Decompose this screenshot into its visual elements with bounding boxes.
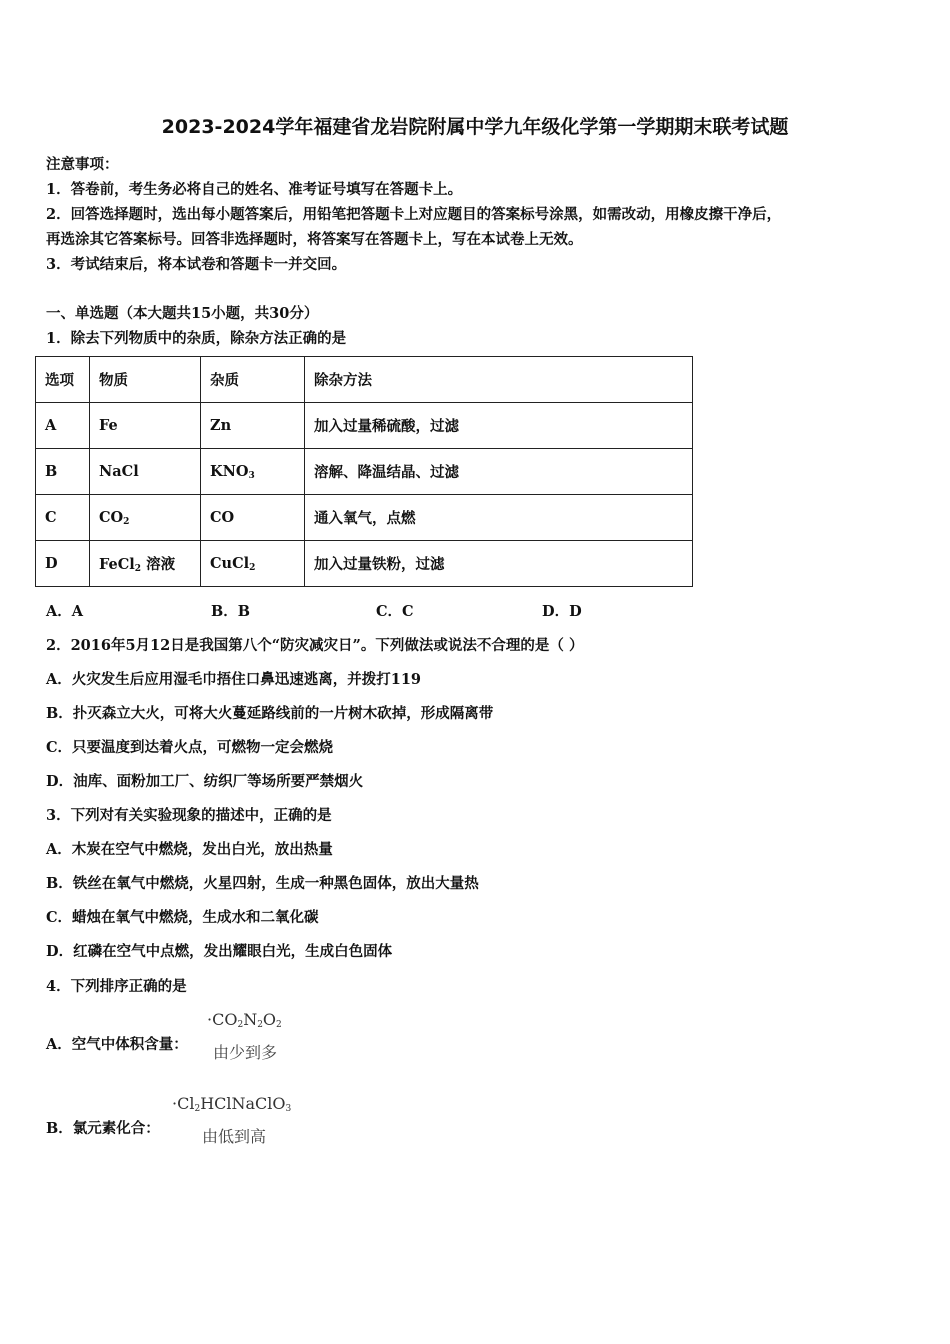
notice-item: 1．答卷前，考生务必将自己的姓名、准考证号填写在答题卡上。: [46, 181, 463, 198]
formula-subscript: 2: [123, 516, 130, 527]
table-cell: 溶解、降温结晶、过滤: [305, 449, 693, 495]
formula-text: CO: [212, 1010, 238, 1029]
answer-option-label: B．氯元素化合：: [46, 1120, 160, 1137]
answer-option: B．扑灭森立大火，可将大火蔓延路线前的一片树木砍掉，形成隔离带: [46, 705, 494, 722]
table-cell: A: [36, 403, 90, 449]
answer-option: B．B: [211, 603, 251, 620]
formula-subscript: 2: [194, 1104, 201, 1114]
answer-option: A．木炭在空气中燃烧，发出白光，放出热量: [46, 841, 333, 858]
order-caption: 由低到高: [202, 1127, 267, 1146]
order-caption: 由少到多: [213, 1043, 278, 1062]
table-header: 杂质: [201, 357, 305, 403]
formula-text: KNO: [210, 462, 249, 480]
answer-option: C．只要温度到达着火点，可燃物一定会燃烧: [46, 739, 334, 756]
formula-sequence: $\cdot CO_2N_2O_2$: [207, 1010, 282, 1030]
notice-item: 再选涂其它答案标号。回答非选择题时，将答案写在答题卡上，写在本试卷上无效。: [46, 231, 583, 248]
table-row: [36, 449, 693, 495]
table-cell: C: [36, 495, 90, 541]
table-header-row: [36, 357, 693, 403]
answer-option: C．蜡烛在氧气中燃烧，生成水和二氧化碳: [46, 909, 319, 926]
table-row: [36, 541, 693, 587]
formula-text: CuCl: [210, 554, 250, 572]
formula-subscript: 3: [285, 1104, 292, 1114]
table-cell: NaCl: [90, 449, 201, 495]
question-stem: 3．下列对有关实验现象的描述中，正确的是: [46, 807, 332, 824]
table-cell: [201, 541, 305, 587]
answer-option: A．火灾发生后应用湿毛巾捂住口鼻迅速逃离，并拨打119: [46, 671, 422, 688]
formula-subscript: 2: [237, 1020, 244, 1030]
page-title: 2023-2024学年福建省龙岩院附属中学九年级化学第一学期期末联考试题: [161, 116, 789, 138]
table-header: 物质: [90, 357, 201, 403]
table-row: [36, 403, 693, 449]
q1-table: [35, 356, 693, 587]
table-cell: Zn: [201, 403, 305, 449]
answer-option: C．C: [376, 603, 414, 620]
formula-text: FeCl: [99, 556, 135, 573]
table-cell: Fe: [90, 403, 201, 449]
table-cell: 加入过量稀硫酸，过滤: [305, 403, 693, 449]
notice-item: 3．考试结束后，将本试卷和答题卡一并交回。: [46, 256, 347, 273]
table-cell: CO: [201, 495, 305, 541]
formula-subscript: 3: [248, 470, 255, 481]
formula-subscript: 2: [249, 562, 256, 573]
table-header: 除杂方法: [305, 357, 693, 403]
table-cell: 通入氧气，点燃: [305, 495, 693, 541]
formula-subscript: 2: [276, 1020, 282, 1030]
table-cell: D: [36, 541, 90, 587]
table-header: 选项: [36, 357, 90, 403]
formula-sequence: $\cdot Cl_2HClNaClO_3$: [172, 1094, 292, 1114]
formula-text: Cl: [177, 1094, 195, 1113]
answer-option: A．A: [46, 603, 84, 620]
notice-heading: 注意事项：: [46, 156, 119, 173]
formula-text: O: [262, 1010, 277, 1029]
answer-option: D．油库、面粉加工厂、纺织厂等场所要严禁烟火: [46, 773, 364, 790]
table-row: [36, 495, 693, 541]
formula-text: HCl: [200, 1094, 232, 1113]
formula-subscript: 2: [134, 564, 142, 574]
notice-item: 2．回答选择题时，选出每小题答案后，用铅笔把答题卡上对应题目的答案标号涂黑，如需改动，用橡皮擦干净后，: [46, 206, 782, 223]
table-cell: [90, 541, 201, 587]
table-cell: 加入过量铁粉，过滤: [305, 541, 693, 587]
table-cell: [201, 449, 305, 495]
section-heading: 一、单选题（本大题共15小题，共30分）: [46, 305, 319, 322]
formula-text: CO: [99, 508, 124, 526]
answer-option: D．D: [542, 603, 582, 620]
table-cell: B: [36, 449, 90, 495]
table-cell: [90, 495, 201, 541]
formula-text: 溶液: [141, 556, 176, 573]
formula-text: NaClO: [231, 1094, 286, 1113]
formula-text: N: [243, 1010, 258, 1029]
question-stem: 4．下列排序正确的是: [46, 978, 187, 995]
answer-option: D．红磷在空气中点燃，发出耀眼白光，生成白色固体: [46, 943, 393, 960]
answer-option: B．铁丝在氧气中燃烧，火星四射，生成一种黑色固体，放出大量热: [46, 875, 479, 892]
question-stem: 2．2016年5月12日是我国第八个“防灾减灾日”。下列做法或说法不合理的是（ ）: [46, 637, 584, 654]
answer-option-label: A．空气中体积含量：: [46, 1036, 188, 1053]
formula-subscript: 2: [257, 1020, 263, 1030]
question-stem: 1．除去下列物质中的杂质，除杂方法正确的是: [46, 330, 347, 347]
